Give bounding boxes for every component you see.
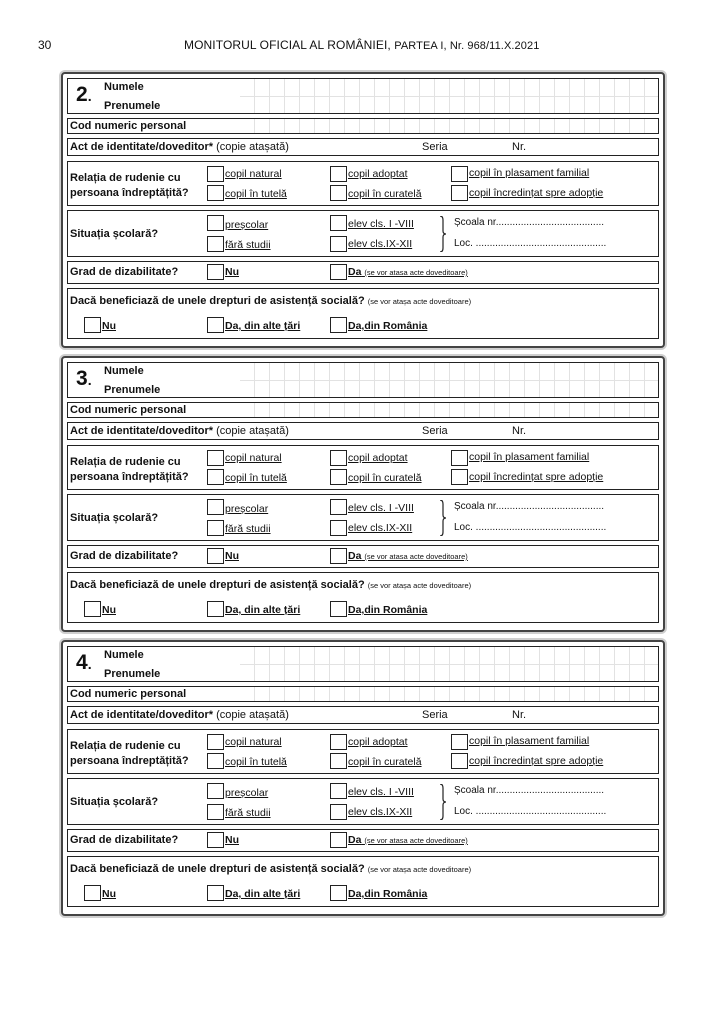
- cnp-label: Cod numeric personal: [70, 120, 187, 132]
- elev-9-12-label: elev cls.IX-XII: [348, 522, 413, 534]
- ben-da-romania-label: Da,din România: [348, 888, 428, 900]
- elev-1-8-label: elev cls. I -VIII: [348, 786, 414, 798]
- copil-adoptat-checkbox[interactable]: [330, 734, 347, 750]
- name-row: [67, 362, 659, 398]
- copil-incredintat-checkbox[interactable]: [451, 185, 468, 201]
- ben-nu-label: Nu: [102, 604, 116, 616]
- ben-da-romania-label: Da,din România: [348, 320, 428, 332]
- elev-9-12-label: elev cls.IX-XII: [348, 238, 413, 250]
- grad-label: Grad de dizabilitate?: [70, 834, 179, 846]
- copil-adoptat-checkbox[interactable]: [330, 166, 347, 182]
- copil-natural-label: copil natural: [225, 736, 282, 748]
- copil-incredintat-checkbox[interactable]: [451, 753, 468, 769]
- prescolar-label: preșcolar: [225, 503, 269, 515]
- grad-nu-label: Nu: [225, 834, 239, 846]
- name-input-cells[interactable]: [240, 79, 658, 113]
- grad-nu-label: Nu: [225, 550, 239, 562]
- situatia-label: Situația școlară?: [70, 228, 159, 240]
- prescolar-checkbox[interactable]: [207, 499, 224, 515]
- act-label: Act de identitate/doveditor* (copie atașată): [70, 425, 289, 437]
- cnp-row: [67, 402, 659, 418]
- relatia-label-2: persoana îndreptățită?: [70, 755, 189, 767]
- elev-1-8-label: elev cls. I -VIII: [348, 502, 414, 514]
- brace-icon: [439, 784, 447, 820]
- fara-studii-label: fără studii: [225, 523, 271, 535]
- child-section-2: [61, 72, 665, 348]
- ben-da-alte-label: Da, din alte țări: [225, 604, 301, 616]
- nr-label: Nr.: [512, 425, 527, 437]
- grad-nu-label: Nu: [225, 266, 239, 278]
- cnp-input-cells[interactable]: [240, 403, 658, 417]
- fara-studii-checkbox[interactable]: [207, 236, 224, 252]
- grad-da-label: Da (se vor atasa acte doveditoare): [348, 834, 468, 846]
- grad-da-checkbox[interactable]: [330, 832, 347, 848]
- child-section-4: [61, 640, 665, 916]
- page-header: [0, 38, 724, 54]
- ben-nu-checkbox[interactable]: [84, 317, 101, 333]
- relatia-label-2: persoana îndreptățită?: [70, 471, 189, 483]
- cnp-input-cells[interactable]: [240, 119, 658, 133]
- copil-natural-label: copil natural: [225, 452, 282, 464]
- ben-da-romania-checkbox[interactable]: [330, 317, 347, 333]
- cnp-row: [67, 686, 659, 702]
- prescolar-checkbox[interactable]: [207, 783, 224, 799]
- numele-label: Numele: [104, 81, 144, 93]
- copil-tutela-checkbox[interactable]: [207, 185, 224, 201]
- copil-curatela-label: copil în curatelă: [348, 756, 422, 768]
- copil-curatela-label: copil în curatelă: [348, 188, 422, 200]
- grad-label: Grad de dizabilitate?: [70, 550, 179, 562]
- copil-incredintat-checkbox[interactable]: [451, 469, 468, 485]
- ben-da-romania-checkbox[interactable]: [330, 885, 347, 901]
- copil-adoptat-checkbox[interactable]: [330, 450, 347, 466]
- beneficiaza-label: Dacă beneficiază de unele drepturi de asistență socială? (se vor atașa acte doveditoare): [70, 863, 472, 875]
- copil-plasament-label: copil în plasament familial: [469, 167, 590, 179]
- name-input-cells[interactable]: [240, 647, 658, 681]
- act-label: Act de identitate/doveditor* (copie atașată): [70, 709, 289, 721]
- relationship-row: [67, 161, 659, 206]
- cnp-label: Cod numeric personal: [70, 688, 187, 700]
- copil-plasament-checkbox[interactable]: [451, 450, 468, 466]
- disability-row: [67, 261, 659, 284]
- prescolar-checkbox[interactable]: [207, 215, 224, 231]
- ben-da-alte-label: Da, din alte țări: [225, 888, 301, 900]
- copil-incredintat-label: copil încredințat spre adopție: [469, 471, 604, 483]
- elev-9-12-checkbox[interactable]: [330, 236, 347, 252]
- cnp-row: [67, 118, 659, 134]
- grad-da-label: Da (se vor atasa acte doveditoare): [348, 550, 468, 562]
- grad-nu-checkbox[interactable]: [207, 264, 224, 280]
- fara-studii-checkbox[interactable]: [207, 520, 224, 536]
- copil-natural-label: copil natural: [225, 168, 282, 180]
- copil-adoptat-label: copil adoptat: [348, 736, 408, 748]
- act-label: Act de identitate/doveditor* (copie atașată): [70, 141, 289, 153]
- prenumele-label: Prenumele: [104, 384, 161, 396]
- copil-adoptat-label: copil adoptat: [348, 168, 408, 180]
- copil-plasament-label: copil în plasament familial: [469, 451, 590, 463]
- ben-da-alte-label: Da, din alte țări: [225, 320, 301, 332]
- ben-da-romania-label: Da,din România: [348, 604, 428, 616]
- benefits-row: [67, 856, 659, 907]
- situatia-label: Situația școlară?: [70, 512, 159, 524]
- section-number: 4.: [76, 651, 92, 674]
- ben-da-romania-checkbox[interactable]: [330, 601, 347, 617]
- prescolar-label: preșcolar: [225, 787, 269, 799]
- copil-tutela-checkbox[interactable]: [207, 469, 224, 485]
- fara-studii-label: fără studii: [225, 807, 271, 819]
- ben-nu-checkbox[interactable]: [84, 601, 101, 617]
- seria-label: Seria: [422, 425, 448, 437]
- ben-nu-checkbox[interactable]: [84, 885, 101, 901]
- numele-label: Numele: [104, 649, 144, 661]
- copil-tutela-checkbox[interactable]: [207, 753, 224, 769]
- relatia-label-1: Relația de rudenie cu: [70, 172, 181, 184]
- copil-plasament-label: copil în plasament familial: [469, 735, 590, 747]
- section-number: 3.: [76, 367, 92, 390]
- fara-studii-label: fără studii: [225, 239, 271, 251]
- id-document-row: [67, 706, 659, 724]
- seria-label: Seria: [422, 709, 448, 721]
- grad-da-checkbox[interactable]: [330, 548, 347, 564]
- elev-9-12-label: elev cls.IX-XII: [348, 806, 413, 818]
- numele-label: Numele: [104, 365, 144, 377]
- elev-1-8-checkbox[interactable]: [330, 215, 347, 231]
- nr-label: Nr.: [512, 141, 527, 153]
- relatia-label-2: persoana îndreptățită?: [70, 187, 189, 199]
- disability-row: [67, 829, 659, 852]
- disability-row: [67, 545, 659, 568]
- prenumele-label: Prenumele: [104, 668, 161, 680]
- school-row: [67, 494, 659, 541]
- publication-title: [184, 38, 539, 52]
- copil-natural-checkbox[interactable]: [207, 734, 224, 750]
- nr-label: Nr.: [512, 709, 527, 721]
- grad-da-label: Da (se vor atasa acte doveditoare): [348, 266, 468, 278]
- beneficiaza-label: Dacă beneficiază de unele drepturi de asistență socială? (se vor atașa acte doveditoare): [70, 579, 472, 591]
- elev-9-12-checkbox[interactable]: [330, 804, 347, 820]
- name-row: [67, 78, 659, 114]
- loc-field[interactable]: Loc. ...............................................: [454, 522, 607, 533]
- copil-natural-checkbox[interactable]: [207, 166, 224, 182]
- loc-field[interactable]: Loc. ...............................................: [454, 238, 607, 249]
- copil-tutela-label: copil în tutelă: [225, 188, 287, 200]
- loc-field[interactable]: Loc. ...............................................: [454, 806, 607, 817]
- relatia-label-1: Relația de rudenie cu: [70, 456, 181, 468]
- ben-nu-label: Nu: [102, 320, 116, 332]
- grad-nu-checkbox[interactable]: [207, 832, 224, 848]
- copil-tutela-label: copil în tutelă: [225, 472, 287, 484]
- page-number: 30: [38, 38, 52, 52]
- cnp-label: Cod numeric personal: [70, 404, 187, 416]
- brace-icon: [439, 216, 447, 252]
- elev-1-8-checkbox[interactable]: [330, 783, 347, 799]
- cnp-input-cells[interactable]: [240, 687, 658, 701]
- school-row: [67, 210, 659, 257]
- name-row: [67, 646, 659, 682]
- copil-curatela-label: copil în curatelă: [348, 472, 422, 484]
- situatia-label: Situația școlară?: [70, 796, 159, 808]
- relationship-row: [67, 729, 659, 774]
- school-row: [67, 778, 659, 825]
- benefits-row: [67, 288, 659, 339]
- copil-tutela-label: copil în tutelă: [225, 756, 287, 768]
- copil-incredintat-label: copil încredințat spre adopție: [469, 755, 604, 767]
- scoala-field[interactable]: Școala nr.......................................: [454, 217, 605, 228]
- elev-1-8-label: elev cls. I -VIII: [348, 218, 414, 230]
- copil-plasament-checkbox[interactable]: [451, 734, 468, 750]
- copil-curatela-checkbox[interactable]: [330, 469, 347, 485]
- brace-icon: [439, 500, 447, 536]
- id-document-row: [67, 138, 659, 156]
- child-section-3: [61, 356, 665, 632]
- benefits-row: [67, 572, 659, 623]
- prenumele-label: Prenumele: [104, 100, 161, 112]
- ben-da-alte-checkbox[interactable]: [207, 317, 224, 333]
- copil-plasament-checkbox[interactable]: [451, 166, 468, 182]
- grad-nu-checkbox[interactable]: [207, 548, 224, 564]
- grad-label: Grad de dizabilitate?: [70, 266, 179, 278]
- elev-9-12-checkbox[interactable]: [330, 520, 347, 536]
- grad-da-checkbox[interactable]: [330, 264, 347, 280]
- copil-adoptat-label: copil adoptat: [348, 452, 408, 464]
- copil-curatela-checkbox[interactable]: [330, 753, 347, 769]
- fara-studii-checkbox[interactable]: [207, 804, 224, 820]
- copil-incredintat-label: copil încredințat spre adopție: [469, 187, 604, 199]
- copil-natural-checkbox[interactable]: [207, 450, 224, 466]
- prescolar-label: preșcolar: [225, 219, 269, 231]
- ben-da-alte-checkbox[interactable]: [207, 885, 224, 901]
- publication-name: MONITORUL OFICIAL AL ROMÂNIEI,: [184, 38, 391, 52]
- seria-label: Seria: [422, 141, 448, 153]
- scoala-field[interactable]: Școala nr.......................................: [454, 501, 605, 512]
- elev-1-8-checkbox[interactable]: [330, 499, 347, 515]
- publication-issue: PARTEA I, Nr. 968/11.X.2021: [394, 40, 540, 52]
- name-input-cells[interactable]: [240, 363, 658, 397]
- relationship-row: [67, 445, 659, 490]
- ben-da-alte-checkbox[interactable]: [207, 601, 224, 617]
- id-document-row: [67, 422, 659, 440]
- ben-nu-label: Nu: [102, 888, 116, 900]
- scoala-field[interactable]: Școala nr.......................................: [454, 785, 605, 796]
- copil-curatela-checkbox[interactable]: [330, 185, 347, 201]
- section-number: 2.: [76, 83, 92, 106]
- beneficiaza-label: Dacă beneficiază de unele drepturi de asistență socială? (se vor atașa acte doveditoare): [70, 295, 472, 307]
- relatia-label-1: Relația de rudenie cu: [70, 740, 181, 752]
